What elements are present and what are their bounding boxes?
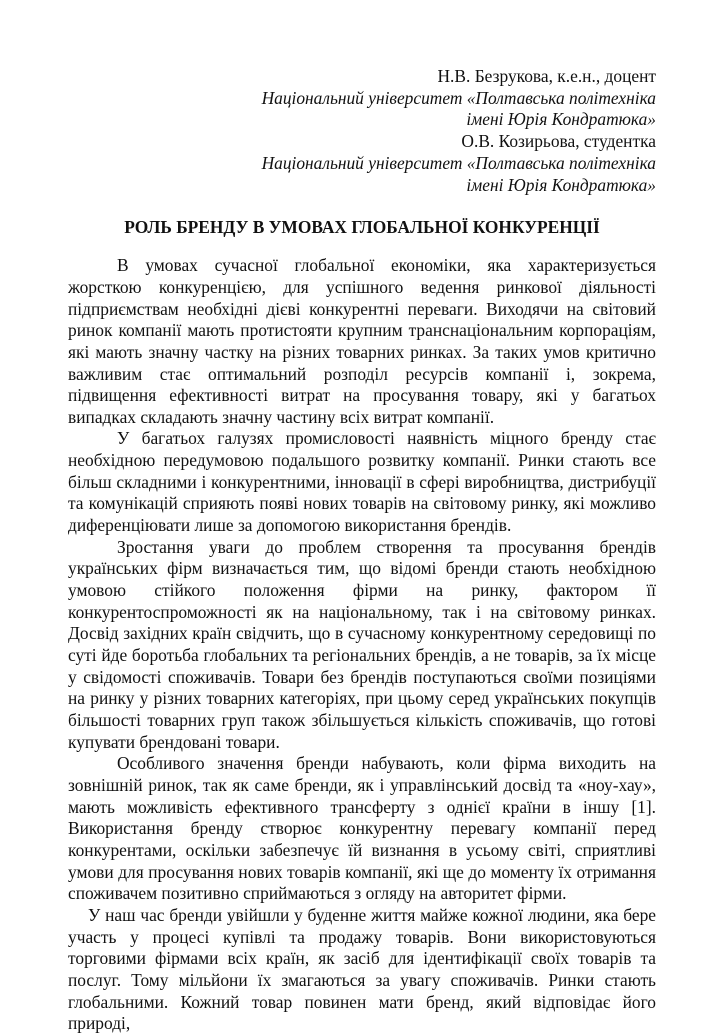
paragraph: Зростання уваги до проблем створення та просування брендів українських фірм визначається тим, що відомі бренди стають необхідною умовою стійкого положення фірми на ринку, фактором її конкурентоспроможності як на національному, так і на світовому ринках. Досвід західних країн свідчить, що в сучасному конкурентному середовищі по суті йде боротьба глобальних та регіональних брендів, а не товарів, за їх місце у свідомості споживачів. Товари без брендів поступаються своїми позиціями на ринку у різних товарних категоріях, при цьому серед українських покупців більшості товарних груп також збільшується кількість споживачів, що готові купувати брендовані товари.	[68, 536, 656, 752]
author-affiliation: імені Юрія Кондратюка»	[466, 109, 656, 130]
author-name: Н.В. Безрукова, к.е.н., доцент	[437, 66, 656, 86]
author-affiliation: Національний університет «Полтавська політехніка	[261, 87, 656, 108]
paragraph: У багатьох галузях промисловості наявність міцного бренду стає необхідною передумовою подальшого розвитку компанії. Ринки стають все більш складними і конкурентними, інновації в сфері виробництва, дистрибуції та комунікацій сприяють появі нових товарів на світовому ринку, які можливо диференціювати лише за допомогою використання брендів.	[68, 428, 656, 536]
document-title: РОЛЬ БРЕНДУ В УМОВАХ ГЛОБАЛЬНОЇ КОНКУРЕНЦІЇ	[124, 217, 600, 238]
author-affiliation: імені Юрія Кондратюка»	[466, 174, 656, 195]
author-affiliation: Національний університет «Полтавська політехніка	[261, 152, 656, 173]
author-name: О.В. Козирьова, студентка	[461, 131, 656, 152]
body-text	[68, 255, 656, 1035]
paragraph: Особливого значення бренди набувають, коли фірма виходить на зовнішній ринок, так як саме бренди, як і управлінський досвід та «ноу-хау», мають можливість ефективного трансферту з однієї країни в іншу [1]. Використання бренду створює конкурентну перевагу компанії перед конкурентами, оскільки забезпечує їй визнання в усьому світі, сприятливі умови для просування нових товарів компанії, які ще до моменту їх отримання споживачем позитивно сприймаються з огляду на авторитет фірми.	[68, 753, 656, 904]
author-block	[68, 66, 656, 196]
paragraph: В умовах сучасної глобальної економіки, яка характеризується жорсткою конкуренцією, для успішного ведення ринкової діяльності підприємствам необхідні дієві конкурентні переваги. Виходячи на світовий ринок компанії мають протистояти крупним транснаціональним корпораціям, які мають значну частку на різних товарних ринках. За таких умов критично важливим стає оптимальний розподіл ресурсів компанії і, зокрема, підвищення ефективності витрат на просування товару, які у багатьох випадках складають значну частину всіх витрат компанії.	[68, 255, 656, 427]
paragraph: У наш час бренди увійшли у буденне життя майже кожної людини, яка бере участь у процесі купівлі та продажу товарів. Вони використовуються торговими фірмами всіх країн, як засіб для ідентифікації своїх товарів та послуг. Тому мільйони їх змагаються за увагу споживачів. Ринки стають глобальними. Кожний товар повинен мати бренд, який відповідає його природі,	[68, 904, 656, 1034]
document-page	[68, 66, 656, 1035]
